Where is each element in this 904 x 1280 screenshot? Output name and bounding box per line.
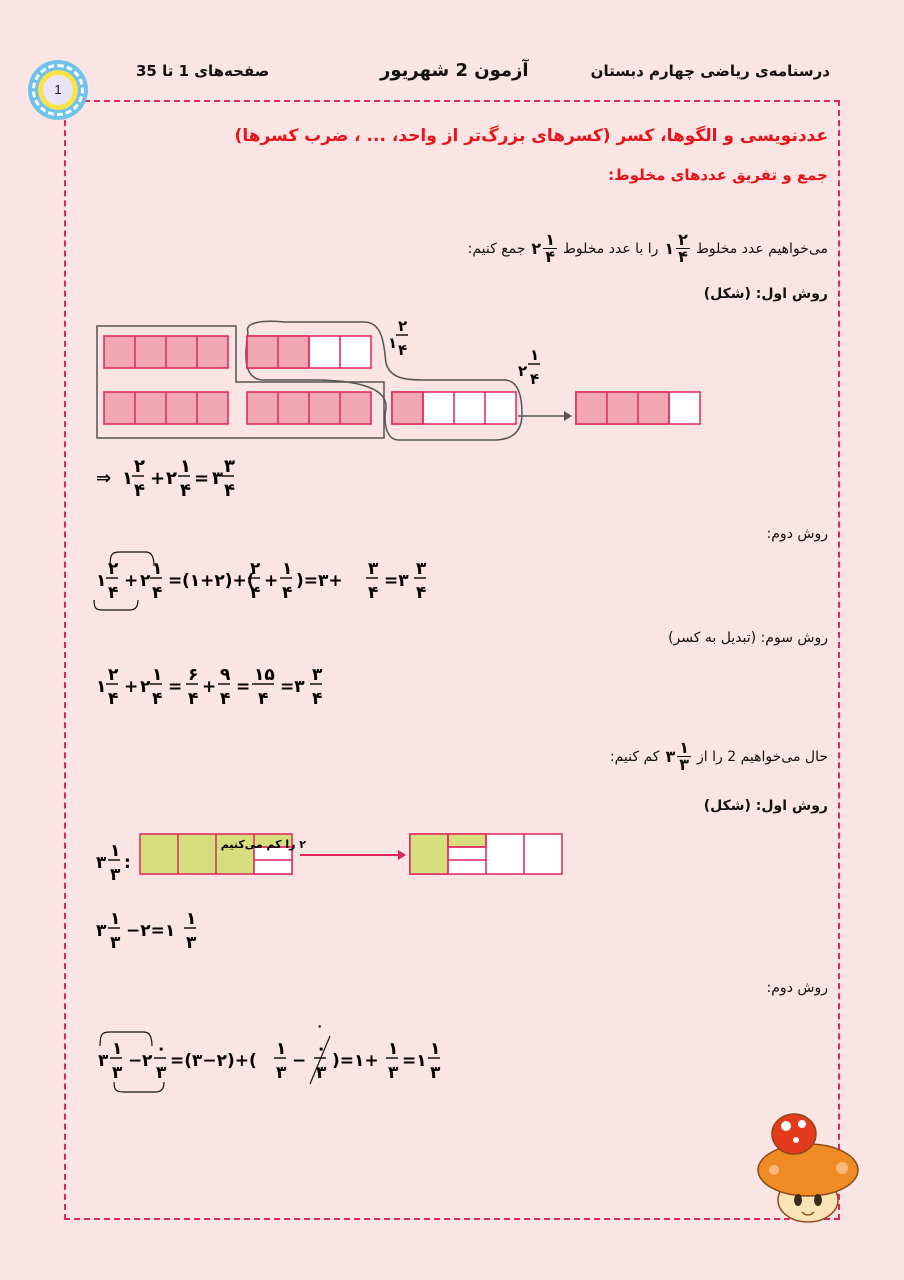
- equation-method2: [90, 548, 450, 618]
- svg-text:−۲=۱: −۲=۱: [126, 921, 176, 941]
- svg-text:۴: ۴: [152, 689, 163, 709]
- mixed-number-a: ۱ ۲ ۴: [664, 230, 688, 266]
- svg-text:۴: ۴: [224, 480, 235, 501]
- svg-text:=۳: =۳: [384, 571, 409, 591]
- svg-text:۱: ۱: [110, 841, 121, 861]
- header-subject: درسنامه‌ی ریاضی چهارم دبستان: [590, 62, 830, 80]
- mixed-number-c: ۳ ۱ ۳: [665, 738, 689, 774]
- svg-text:۳: ۳: [186, 933, 197, 953]
- svg-text:+: +: [124, 571, 139, 591]
- svg-text:۲: ۲: [140, 571, 151, 591]
- svg-text:=: =: [168, 677, 183, 697]
- svg-text:۱: ۱: [110, 909, 121, 929]
- part2-method2-label: روش دوم:: [766, 980, 828, 996]
- svg-text:۱: ۱: [186, 909, 197, 929]
- svg-text:⇒: ⇒: [96, 468, 112, 489]
- part2-method1-label: روش اول: (شکل): [703, 798, 828, 814]
- part2-intro-end: کم کنیم:: [609, 748, 660, 765]
- svg-text:۴: ۴: [108, 583, 119, 603]
- svg-text:۴: ۴: [368, 583, 379, 603]
- fraction-box-two-quarters: [247, 336, 371, 368]
- result-box-three-quarters: [576, 392, 700, 424]
- svg-text:)=۳+: )=۳+: [296, 571, 343, 591]
- svg-text:۴: ۴: [152, 583, 163, 603]
- equation-method1: [94, 452, 254, 502]
- section-title: عددنویسی و الگوها، کسر (کسرهای بزرگ‌تر از واحد، ... ، ضرب کسرها): [234, 126, 828, 146]
- header-pages: صفحه‌های 1 تا 35: [136, 62, 270, 80]
- svg-text:۳: ۳: [212, 468, 223, 489]
- svg-text:۴: ۴: [416, 583, 427, 603]
- svg-text:=۳: =۳: [280, 677, 305, 697]
- part1-intro: [468, 232, 828, 265]
- addition-figure: [94, 318, 714, 442]
- svg-text:۲: ۲: [108, 665, 119, 685]
- intro-start: می‌خواهیم عدد مخلوط: [695, 240, 828, 257]
- svg-text:۳: ۳: [316, 1063, 327, 1083]
- part2-intro-start: حال می‌خواهیم 2 را از: [697, 748, 828, 765]
- svg-text:۳: ۳: [312, 665, 323, 685]
- svg-text:۲: ۲: [250, 559, 261, 579]
- equation-subtraction-method2: [94, 1016, 454, 1100]
- whole-unit-box: [104, 336, 228, 368]
- svg-text:۱: ۱: [152, 665, 163, 685]
- mushroom-mascot-icon: [754, 1104, 864, 1224]
- svg-text:−: −: [128, 1051, 143, 1071]
- whole-unit-box: [104, 392, 228, 424]
- svg-text:۳: ۳: [276, 1063, 287, 1083]
- svg-text:=: =: [168, 571, 183, 591]
- mixed-number-b: ۲ ۱ ۴: [531, 230, 555, 266]
- svg-text:۳: ۳: [96, 853, 107, 873]
- svg-text:۴: ۴: [220, 689, 231, 709]
- svg-text:۰: ۰: [316, 1039, 327, 1059]
- fraction-box-one-quarter: [392, 392, 516, 424]
- svg-text:۳: ۳: [112, 1063, 123, 1083]
- svg-text:۱: ۱: [122, 468, 133, 489]
- svg-text:=۱: =۱: [402, 1051, 427, 1071]
- part2-intro: [610, 740, 828, 773]
- svg-text:۱: ۱: [388, 334, 398, 352]
- svg-text:۴: ۴: [108, 689, 119, 709]
- svg-text:(۱+۲)+(: (۱+۲)+(: [182, 571, 255, 591]
- svg-text:۰: ۰: [316, 1019, 324, 1033]
- svg-text:۲: ۲: [140, 677, 151, 697]
- svg-text:۲: ۲: [518, 362, 528, 380]
- label-two-and-one-quarter: [518, 346, 540, 388]
- whole-unit-box: [247, 392, 371, 424]
- svg-text:۳: ۳: [224, 456, 235, 477]
- svg-text:۱: ۱: [180, 456, 191, 477]
- svg-text:۱: ۱: [276, 1039, 287, 1059]
- label-one-and-two-quarters: [388, 318, 408, 359]
- svg-text:۱: ۱: [530, 346, 540, 364]
- svg-text:=: =: [236, 677, 251, 697]
- part1-method1-label: روش اول: (شکل): [703, 286, 828, 302]
- svg-text:۶: ۶: [188, 665, 199, 685]
- svg-text:+: +: [264, 571, 279, 591]
- svg-text:۳: ۳: [368, 559, 379, 579]
- svg-text:۴: ۴: [398, 341, 408, 359]
- svg-text:۱: ۱: [388, 1039, 399, 1059]
- svg-text:۳: ۳: [110, 865, 121, 885]
- page-number-badge: [28, 60, 88, 120]
- svg-text:۲: ۲: [134, 456, 145, 477]
- subtraction-figure: [94, 830, 574, 886]
- svg-text:−: −: [292, 1051, 307, 1071]
- page-number: 1: [43, 75, 73, 105]
- svg-text:۹: ۹: [220, 665, 231, 685]
- svg-text:۴: ۴: [312, 689, 323, 709]
- svg-text:۲: ۲: [398, 318, 408, 335]
- svg-text:۴: ۴: [180, 480, 191, 501]
- svg-text::: :: [124, 853, 131, 873]
- header-exam-title: آزمون 2 شهریور: [380, 60, 529, 81]
- svg-text:۴: ۴: [530, 370, 540, 388]
- svg-text:۱: ۱: [430, 1039, 441, 1059]
- svg-text:+: +: [202, 677, 217, 697]
- svg-text:۱: ۱: [96, 677, 107, 697]
- svg-text:۲: ۲: [166, 468, 177, 489]
- equation-subtraction-method1: [94, 904, 214, 960]
- svg-text:۰: ۰: [156, 1039, 167, 1059]
- svg-text:۱۵: ۱۵: [254, 665, 275, 685]
- svg-text:۳: ۳: [388, 1063, 399, 1083]
- section-subtitle: جمع و تفریق عددهای مخلوط:: [608, 166, 828, 184]
- svg-text:۱: ۱: [152, 559, 163, 579]
- svg-text:۱: ۱: [96, 571, 107, 591]
- svg-text:۱: ۱: [282, 559, 293, 579]
- equation-method3: [90, 660, 340, 716]
- svg-text:۲: ۲: [108, 559, 119, 579]
- svg-text:+: +: [124, 677, 139, 697]
- svg-text:=: =: [194, 468, 210, 489]
- svg-text:۳: ۳: [96, 921, 107, 941]
- svg-text:=(۳−۲)+(: =(۳−۲)+(: [170, 1051, 257, 1071]
- svg-text:۳: ۳: [156, 1063, 167, 1083]
- svg-text:)=۱+: )=۱+: [332, 1051, 379, 1071]
- svg-text:۲: ۲: [142, 1051, 153, 1071]
- after-box: [410, 834, 562, 874]
- part1-method2-label: روش دوم:: [766, 526, 828, 542]
- svg-text:۴: ۴: [188, 689, 199, 709]
- svg-text:۴: ۴: [282, 583, 293, 603]
- svg-text:+: +: [150, 468, 166, 489]
- intro-middle: را با عدد مخلوط: [562, 240, 659, 257]
- svg-text:۳: ۳: [416, 559, 427, 579]
- part1-method3-label: روش سوم: (تبدیل به کسر): [668, 630, 828, 646]
- svg-text:۴: ۴: [134, 480, 145, 501]
- intro-end: جمع کنیم:: [467, 240, 526, 257]
- subtract-arrow-label: ۲ را کم می‌کنیم: [220, 838, 306, 851]
- svg-text:۳: ۳: [98, 1051, 109, 1071]
- svg-text:۴: ۴: [258, 689, 269, 709]
- svg-text:۱: ۱: [112, 1039, 123, 1059]
- svg-text:۳: ۳: [430, 1063, 441, 1083]
- svg-text:۳: ۳: [110, 933, 121, 953]
- svg-text:۴: ۴: [250, 583, 261, 603]
